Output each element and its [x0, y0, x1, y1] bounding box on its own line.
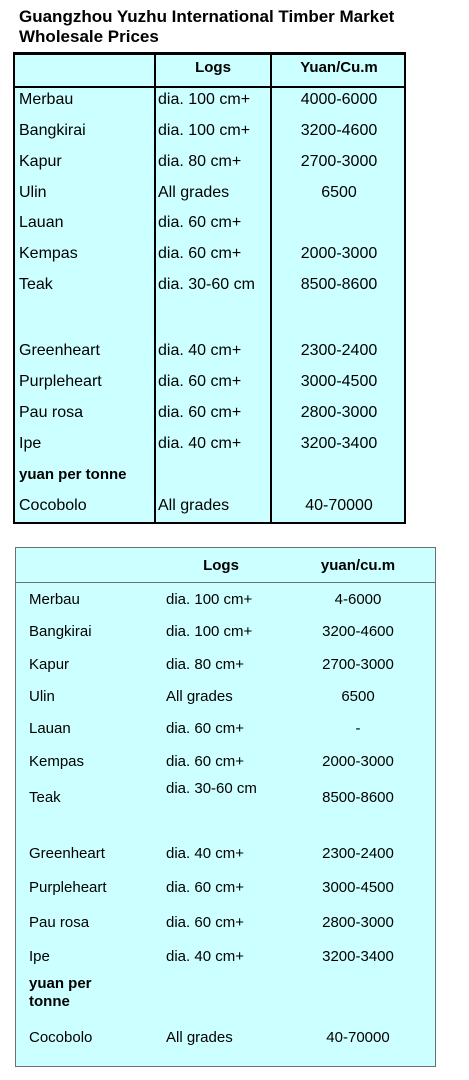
price-value: 4-6000 [334, 591, 382, 608]
price-value: - [355, 720, 361, 737]
species-name: Kempas [29, 753, 85, 770]
log-grade: All grades [166, 1029, 233, 1046]
price-value: 2000-3000 [300, 245, 378, 262]
price-value: 3000-4500 [322, 879, 394, 896]
price-value: 8500-8600 [300, 276, 378, 293]
log-grade: All grades [166, 688, 233, 705]
log-grade: dia. 60 cm+ [158, 404, 242, 421]
price-value: 8500-8600 [322, 789, 394, 806]
log-grade: dia. 80 cm+ [158, 153, 242, 170]
column-header-logs: Logs [195, 59, 231, 76]
log-grade: dia. 30-60 cm [166, 780, 257, 797]
price-value: 6500 [321, 184, 357, 201]
log-grade: dia. 30-60 cm [158, 276, 255, 293]
price-value: 6500 [341, 688, 375, 705]
price-value: 2300-2400 [300, 342, 378, 359]
price-value: 3200-4600 [300, 122, 378, 139]
log-grade: dia. 60 cm+ [158, 373, 242, 390]
price-value: 3200-3400 [300, 435, 378, 452]
species-name: Cocobolo [29, 1029, 93, 1046]
species-name: Ipe [29, 948, 50, 965]
price-value: 3200-4600 [322, 623, 394, 640]
species-name: Greenheart [19, 342, 100, 359]
price-value: 4000-6000 [300, 91, 378, 108]
price-value: 3200-3400 [322, 948, 394, 965]
species-name: Teak [19, 276, 53, 293]
price-value: 2700-3000 [300, 153, 378, 170]
column-divider [154, 55, 156, 522]
log-grade: dia. 60 cm+ [166, 914, 244, 931]
price-table-1 [13, 52, 406, 524]
header-divider [16, 582, 435, 583]
column-header-logs: Logs [203, 557, 239, 574]
log-grade: dia. 100 cm+ [158, 122, 251, 139]
species-name: Pau rosa [29, 914, 90, 931]
log-grade: All grades [158, 184, 230, 201]
species-name: Merbau [19, 91, 74, 108]
species-name: Merbau [29, 591, 80, 608]
price-value: 2700-3000 [322, 656, 394, 673]
species-name: Ulin [29, 688, 55, 705]
species-name: Purpleheart [19, 373, 102, 390]
species-name: Pau rosa [19, 404, 84, 421]
species-name: Lauan [19, 214, 64, 231]
log-grade: dia. 40 cm+ [158, 342, 242, 359]
log-grade: dia. 100 cm+ [166, 623, 253, 640]
species-name: Kempas [19, 245, 78, 262]
price-table-2 [15, 547, 436, 1067]
log-grade: dia. 80 cm+ [166, 656, 244, 673]
page-title: Guangzhou Yuzhu International Timber Market Wholesale Prices [19, 7, 395, 46]
log-grade: dia. 60 cm+ [166, 753, 244, 770]
log-grade: dia. 60 cm+ [166, 720, 244, 737]
species-name: Greenheart [29, 845, 105, 862]
species-name: Bangkirai [29, 623, 92, 640]
price-value: 2300-2400 [322, 845, 394, 862]
species-name: Kapur [29, 656, 70, 673]
species-name: Bangkirai [19, 122, 86, 139]
price-value: 2800-3000 [300, 404, 378, 421]
column-header-price: Yuan/Cu.m [300, 59, 378, 76]
log-grade: dia. 60 cm+ [166, 879, 244, 896]
price-value: 3000-4500 [300, 373, 378, 390]
species-name: Ulin [19, 184, 47, 201]
column-header-price: yuan/cu.m [320, 557, 396, 574]
log-grade: All grades [158, 497, 230, 514]
price-value: 2000-3000 [322, 753, 394, 770]
species-name: Ipe [19, 435, 42, 452]
price-value: 40-70000 [305, 497, 373, 514]
log-grade: dia. 60 cm+ [158, 245, 242, 262]
species-name: Kapur [19, 153, 62, 170]
log-grade: dia. 40 cm+ [166, 845, 244, 862]
log-grade: dia. 40 cm+ [166, 948, 244, 965]
species-name: Cocobolo [19, 497, 87, 514]
unit-subheading: yuan per tonne [19, 466, 127, 483]
header-divider [15, 86, 404, 88]
species-name: Lauan [29, 720, 71, 737]
price-value: 40-70000 [326, 1029, 390, 1046]
species-name: Purpleheart [29, 879, 107, 896]
log-grade: dia. 60 cm+ [158, 214, 242, 231]
log-grade: dia. 100 cm+ [158, 91, 251, 108]
log-grade: dia. 100 cm+ [166, 591, 253, 608]
log-grade: dia. 40 cm+ [158, 435, 242, 452]
species-name: Teak [29, 789, 61, 806]
unit-subheading: yuan per tonne [29, 975, 92, 1010]
price-value: 2800-3000 [322, 914, 394, 931]
